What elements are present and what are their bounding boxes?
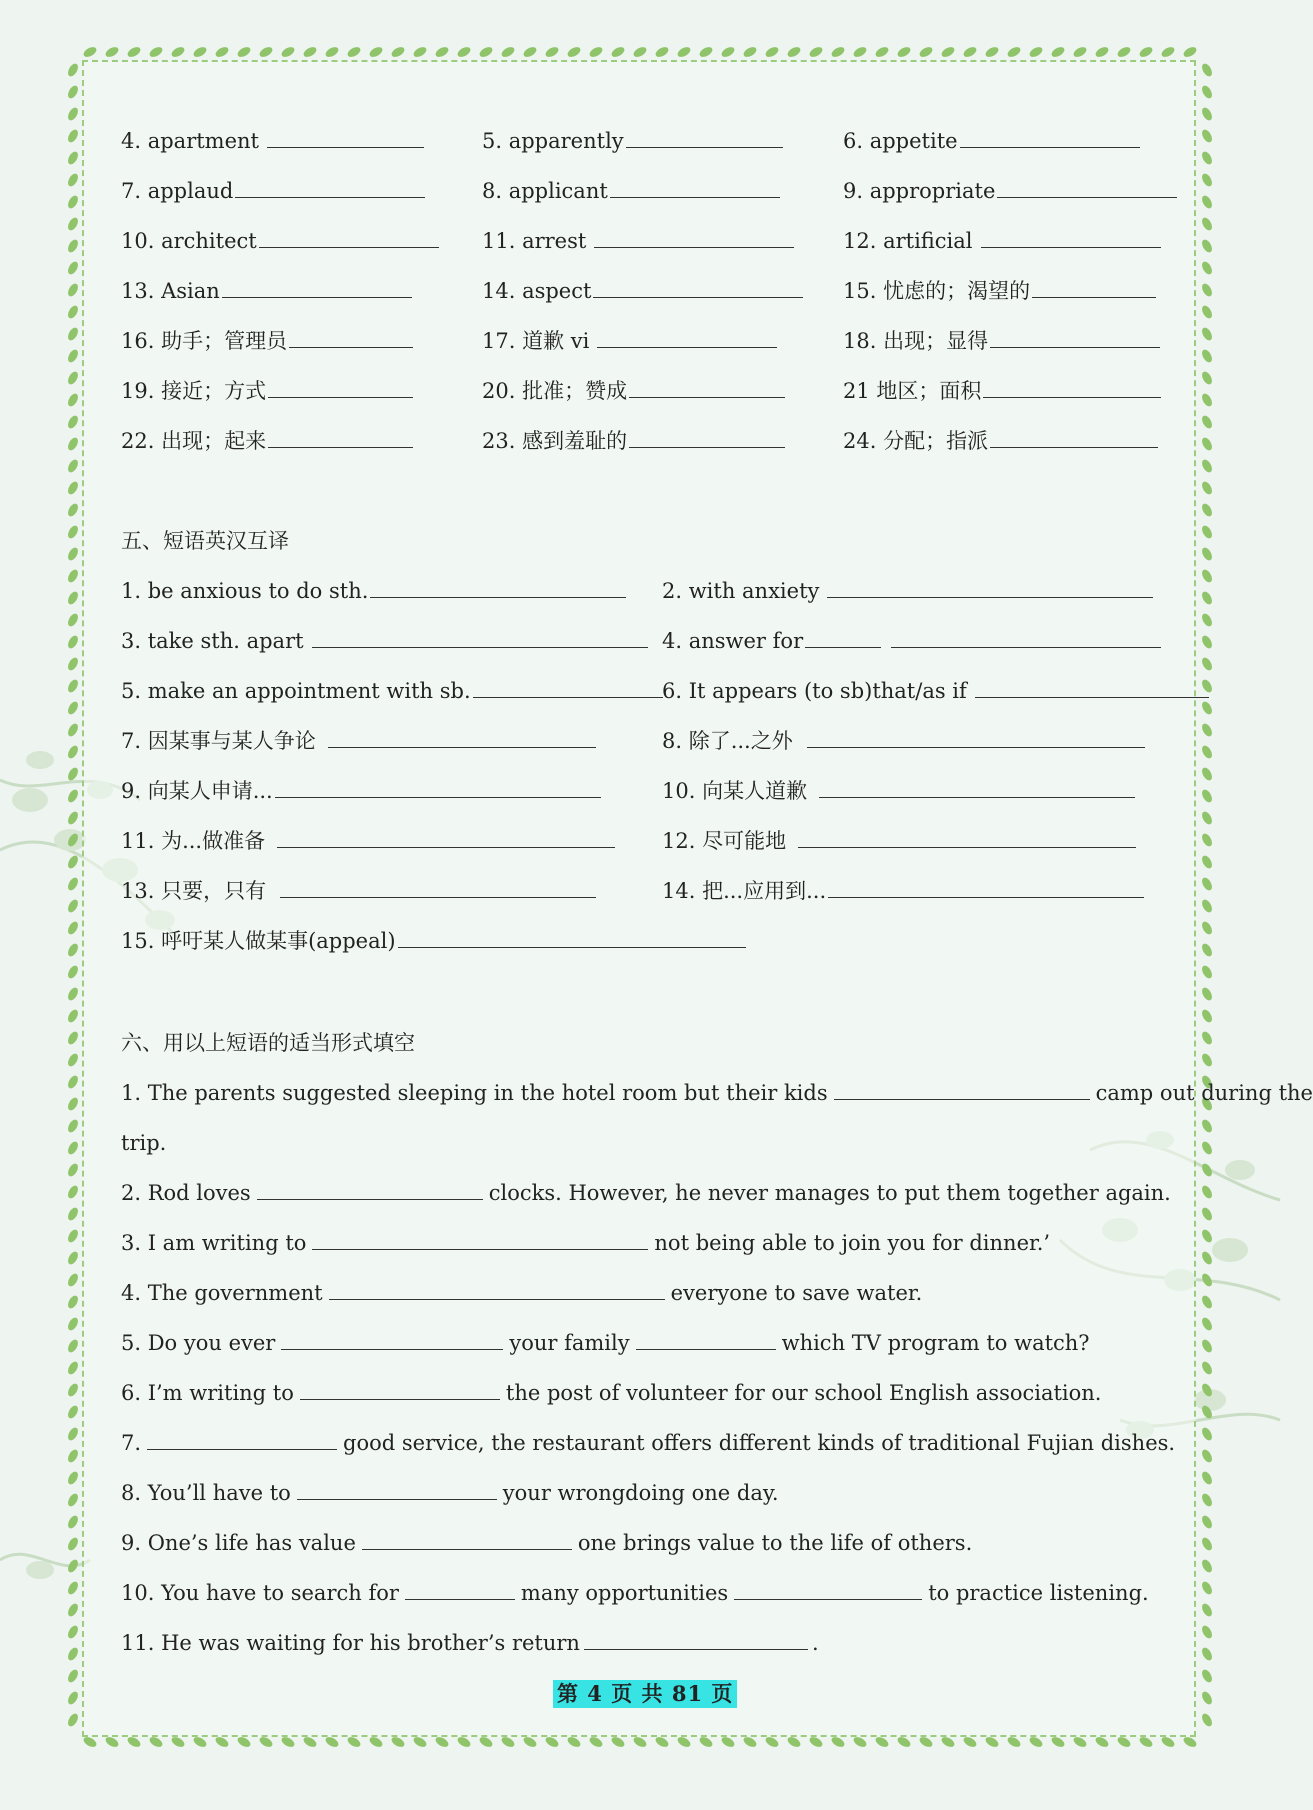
phrase-item: 7. 因某事与某人争论	[121, 726, 598, 756]
answer-blank[interactable]	[819, 777, 1135, 798]
answer-blank[interactable]	[222, 277, 412, 298]
sentence-10: 10. You have to search for many opportunities to practice listening.	[121, 1581, 1149, 1605]
vocab-item: 7. applaud	[121, 176, 427, 206]
answer-blank[interactable]	[329, 1279, 665, 1300]
vocab-item: 17. 道歉 vi	[482, 326, 779, 356]
phrase-item: 3. take sth. apart	[121, 626, 650, 656]
answer-blank[interactable]	[981, 227, 1161, 248]
vocab-item: 22. 出现；起来	[121, 426, 415, 456]
vocab-item: 15. 忧虑的；渴望的	[843, 276, 1158, 306]
answer-blank[interactable]	[629, 377, 785, 398]
vocab-item: 19. 接近；方式	[121, 376, 415, 406]
sentence-2: 2. Rod loves clocks. However, he never manages to put them together again.	[121, 1181, 1171, 1205]
answer-blank[interactable]	[594, 227, 794, 248]
vocab-item: 21 地区；面积	[843, 376, 1163, 406]
answer-blank[interactable]	[798, 827, 1136, 848]
vocab-item: 10. architect	[121, 226, 441, 256]
answer-blank[interactable]	[398, 927, 746, 948]
answer-blank[interactable]	[805, 627, 881, 648]
answer-blank[interactable]	[312, 627, 648, 648]
answer-blank[interactable]	[257, 1179, 483, 1200]
answer-blank[interactable]	[629, 427, 785, 448]
answer-blank[interactable]	[275, 777, 601, 798]
phrase-item: 10. 向某人道歉	[662, 776, 1137, 806]
answer-blank[interactable]	[997, 177, 1177, 198]
answer-blank[interactable]	[267, 127, 424, 148]
answer-blank[interactable]	[807, 727, 1145, 748]
sentence-1: 1. The parents suggested sleeping in the hotel room but their kids camp out during the	[121, 1081, 1313, 1105]
sentence-3: 3. I am writing to not being able to join you for dinner.’	[121, 1231, 1051, 1255]
phrase-item: 9. 向某人申请...	[121, 776, 603, 806]
vocab-item: 13. Asian	[121, 276, 414, 306]
answer-blank[interactable]	[834, 1079, 1090, 1100]
phrase-item: 4. answer for	[662, 626, 1163, 656]
vocab-item: 23. 感到羞耻的	[482, 426, 787, 456]
vocab-item: 16. 助手；管理员	[121, 326, 415, 356]
answer-blank[interactable]	[828, 877, 1144, 898]
sentence-4: 4. The government everyone to save water.	[121, 1281, 923, 1305]
phrase-item: 12. 尽可能地	[662, 826, 1138, 856]
answer-blank[interactable]	[597, 327, 777, 348]
page-number-badge: 第 4 页 共 81 页	[553, 1680, 737, 1708]
vocab-item: 20. 批准；赞成	[482, 376, 787, 406]
section-5-title: 五、短语英汉互译	[121, 529, 289, 553]
sentence-8: 8. You’ll have to your wrongdoing one day.	[121, 1481, 779, 1505]
answer-blank[interactable]	[280, 877, 596, 898]
answer-blank[interactable]	[300, 1379, 500, 1400]
answer-blank[interactable]	[1032, 277, 1156, 298]
answer-blank[interactable]	[147, 1429, 337, 1450]
phrase-item: 8. 除了...之外	[662, 726, 1147, 756]
answer-blank[interactable]	[312, 1229, 648, 1250]
answer-blank[interactable]	[990, 427, 1158, 448]
vocab-item: 5. apparently	[482, 126, 785, 156]
section-6-title: 六、用以上短语的适当形式填空	[121, 1031, 415, 1055]
vocab-item: 8. applicant	[482, 176, 782, 206]
answer-blank[interactable]	[827, 577, 1153, 598]
answer-blank[interactable]	[405, 1579, 515, 1600]
answer-blank[interactable]	[593, 277, 803, 298]
answer-blank[interactable]	[259, 227, 439, 248]
answer-blank[interactable]	[268, 427, 413, 448]
vocab-item: 12. artificial	[843, 226, 1163, 256]
answer-blank[interactable]	[891, 627, 1161, 648]
phrase-item: 1. be anxious to do sth.	[121, 576, 628, 606]
phrase-item: 2. with anxiety	[662, 576, 1155, 606]
sentence-6: 6. I’m writing to the post of volunteer for our school English association.	[121, 1381, 1102, 1405]
answer-blank[interactable]	[362, 1529, 572, 1550]
vocab-item: 18. 出现；显得	[843, 326, 1162, 356]
answer-blank[interactable]	[370, 577, 626, 598]
answer-blank[interactable]	[636, 1329, 776, 1350]
answer-blank[interactable]	[289, 327, 413, 348]
answer-blank[interactable]	[473, 677, 663, 698]
phrase-item: 11. 为...做准备	[121, 826, 617, 856]
vocab-item: 9. appropriate	[843, 176, 1179, 206]
answer-blank[interactable]	[610, 177, 780, 198]
sentence-11: 11. He was waiting for his brother’s return .	[121, 1631, 819, 1655]
answer-blank[interactable]	[626, 127, 783, 148]
answer-blank[interactable]	[235, 177, 425, 198]
answer-blank[interactable]	[960, 127, 1140, 148]
phrase-item: 15. 呼吁某人做某事(appeal)	[121, 926, 748, 956]
answer-blank[interactable]	[297, 1479, 497, 1500]
answer-blank[interactable]	[268, 377, 413, 398]
sentence-9: 9. One’s life has value one brings value to the life of others.	[121, 1531, 973, 1555]
sentence-7: 7. good service, the restaurant offers different kinds of traditional Fujian dishes.	[121, 1431, 1176, 1455]
vocab-item: 11. arrest	[482, 226, 796, 256]
answer-blank[interactable]	[328, 727, 596, 748]
vocab-item: 4. apartment	[121, 126, 426, 156]
vocab-item: 24. 分配；指派	[843, 426, 1160, 456]
answer-blank[interactable]	[983, 377, 1161, 398]
phrase-item: 14. 把...应用到...	[662, 876, 1146, 906]
vocab-item: 6. appetite	[843, 126, 1142, 156]
sentence-5: 5. Do you ever your family which TV program to watch?	[121, 1331, 1090, 1355]
phrase-item: 5. make an appointment with sb.	[121, 676, 665, 706]
answer-blank[interactable]	[584, 1629, 808, 1650]
answer-blank[interactable]	[281, 1329, 503, 1350]
answer-blank[interactable]	[734, 1579, 922, 1600]
answer-blank[interactable]	[990, 327, 1160, 348]
sentence-1-continued: trip.	[121, 1131, 167, 1155]
phrase-item: 13. 只要，只有	[121, 876, 598, 906]
answer-blank[interactable]	[277, 827, 615, 848]
phrase-item: 6. It appears (to sb)that/as if	[662, 676, 1211, 706]
answer-blank[interactable]	[975, 677, 1209, 698]
vocab-item: 14. aspect	[482, 276, 805, 306]
